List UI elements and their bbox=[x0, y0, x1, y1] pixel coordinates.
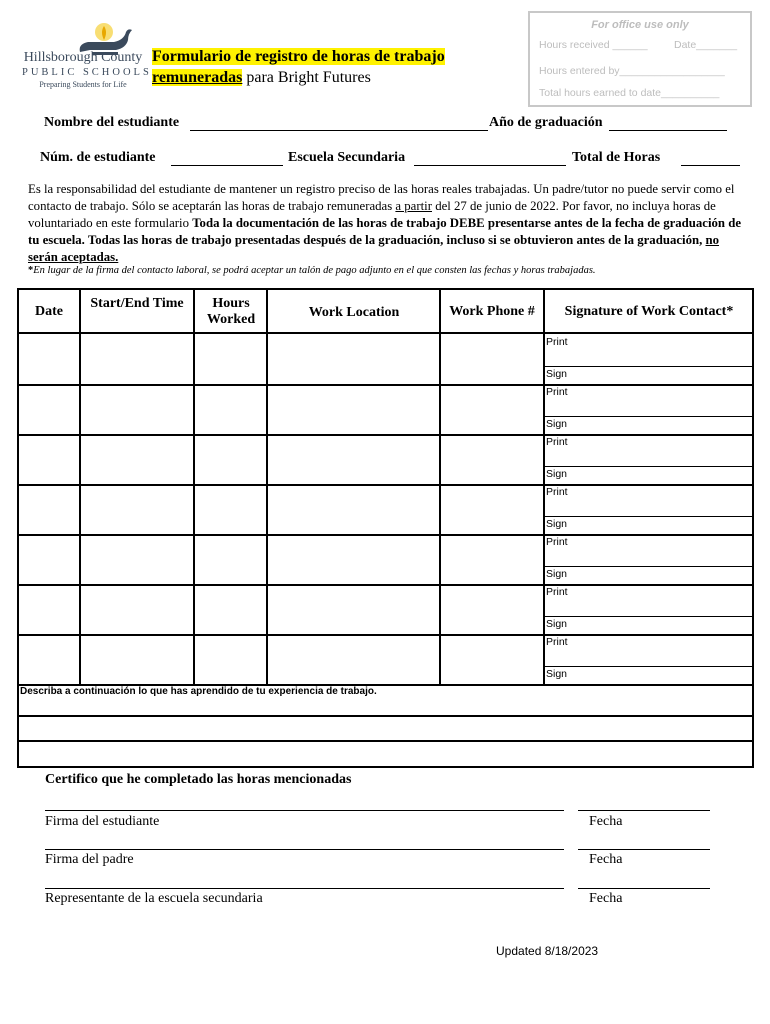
print-label: Print bbox=[546, 586, 568, 598]
header-signature: Signature of Work Contact* bbox=[564, 304, 734, 319]
hours-entered-label: Hours entered by__________________ bbox=[539, 65, 725, 77]
instructions-note bbox=[28, 265, 744, 276]
total-hours-field[interactable] bbox=[681, 165, 740, 166]
describe-label: Describa a continuación lo que has aprendido de tu experiencia de trabajo. bbox=[20, 686, 377, 697]
student-date-line[interactable] bbox=[578, 810, 710, 811]
student-name-label: Nombre del estudiante bbox=[44, 115, 180, 130]
row-divider bbox=[19, 634, 752, 636]
col-divider bbox=[79, 290, 81, 684]
print-sign-divider bbox=[545, 616, 752, 617]
total-hours-label: Total de Horas bbox=[572, 150, 661, 165]
print-sign-divider bbox=[545, 366, 752, 367]
parent-signature-line[interactable] bbox=[45, 849, 564, 850]
print-label: Print bbox=[546, 536, 568, 548]
row-divider bbox=[19, 434, 752, 436]
updated-date: Updated 8/18/2023 bbox=[496, 944, 599, 958]
sign-label: Sign bbox=[546, 618, 568, 630]
title-part2: remuneradas bbox=[152, 69, 243, 86]
sign-label: Sign bbox=[546, 668, 568, 680]
logo-subtitle: PUBLIC SCHOOLS bbox=[22, 67, 152, 78]
print-sign-divider bbox=[545, 466, 752, 467]
office-use-box bbox=[528, 11, 752, 107]
header-date: Date bbox=[35, 304, 63, 319]
note-text: En lugar de la firma del contacto laboral, se podrá aceptar un talón de pago adjunto en el que consten las fechas y horas trabajadas. bbox=[33, 265, 596, 276]
high-school-label: Escuela Secundaria bbox=[288, 150, 406, 165]
header-location: Work Location bbox=[308, 305, 400, 320]
form-title bbox=[152, 46, 522, 88]
print-label: Print bbox=[546, 636, 568, 648]
high-school-field[interactable] bbox=[414, 165, 566, 166]
row-divider bbox=[19, 584, 752, 586]
district-logo bbox=[22, 22, 152, 94]
instructions-bold: Toda la documentación de las horas de trabajo DEBE presentarse antes de la fecha de graduación de tu escuela. Todas las horas de trabajo presentadas después de la graduación, incluso si se obtuvieron antes de la graduación, bbox=[28, 216, 742, 247]
instructions-text-2: del 27 de junio de 2022. Por favor, no incluya horas de voluntariado en este formulario bbox=[28, 199, 716, 230]
work-hours-table bbox=[17, 288, 754, 768]
parent-signature-label: Firma del padre bbox=[45, 852, 134, 867]
office-date-label: Date_______ bbox=[674, 39, 738, 51]
row-divider bbox=[19, 534, 752, 536]
student-date-label: Fecha bbox=[589, 814, 623, 829]
print-label: Print bbox=[546, 386, 568, 398]
print-sign-divider bbox=[545, 566, 752, 567]
hours-received-label: Hours received ______ bbox=[539, 39, 648, 51]
instructions-a-partir: a partir bbox=[395, 199, 432, 213]
sign-label: Sign bbox=[546, 568, 568, 580]
parent-date-line[interactable] bbox=[578, 849, 710, 850]
title-part3: para Bright Futures bbox=[242, 69, 371, 86]
title-part1: Formulario de registro de horas de trabajo bbox=[152, 48, 445, 65]
print-label: Print bbox=[546, 436, 568, 448]
school-rep-label: Representante de la escuela secundaria bbox=[45, 891, 263, 906]
instructions-paragraph bbox=[28, 181, 744, 266]
note-asterisk: * bbox=[28, 265, 34, 276]
col-divider bbox=[439, 290, 441, 684]
print-label: Print bbox=[546, 336, 568, 348]
print-sign-divider bbox=[545, 666, 752, 667]
col-divider bbox=[193, 290, 195, 684]
total-hours-earned-label: Total hours earned to date__________ bbox=[539, 87, 720, 99]
sign-label: Sign bbox=[546, 418, 568, 430]
student-number-field[interactable] bbox=[171, 165, 283, 166]
instructions-bold-underline: no serán aceptadas. bbox=[28, 233, 720, 264]
graduation-year-field[interactable] bbox=[609, 130, 727, 131]
office-heading: For office use only bbox=[591, 19, 689, 31]
header-divider bbox=[19, 332, 752, 334]
header-hours: Hours Worked bbox=[206, 296, 256, 327]
sign-label: Sign bbox=[546, 518, 568, 530]
row-divider bbox=[19, 384, 752, 386]
col-divider bbox=[266, 290, 268, 684]
row-divider bbox=[19, 484, 752, 486]
print-sign-divider bbox=[545, 516, 752, 517]
instructions-text-1: Es la responsabilidad del estudiante de mantener un registro preciso de las horas reales trabajadas. Un padre/tutor no puede servir como el contacto de trabajo. Sólo se aceptarán las horas de trabajo remuneradas bbox=[28, 182, 735, 213]
student-number-label: Núm. de estudiante bbox=[40, 150, 156, 165]
parent-date-label: Fecha bbox=[589, 852, 623, 867]
logo-name: Hillsborough County bbox=[23, 50, 143, 65]
describe-line[interactable] bbox=[19, 715, 752, 717]
header-start-end: Start/End Time bbox=[90, 296, 184, 311]
student-signature-line[interactable] bbox=[45, 810, 564, 811]
header-phone: Work Phone # bbox=[449, 304, 535, 319]
student-signature-label: Firma del estudiante bbox=[45, 814, 160, 829]
certification-statement: Certifico que he completado las horas mencionadas bbox=[45, 772, 352, 787]
graduation-year-label: Año de graduación bbox=[489, 115, 603, 130]
sign-label: Sign bbox=[546, 468, 568, 480]
school-rep-date-label: Fecha bbox=[589, 891, 623, 906]
col-divider bbox=[543, 290, 545, 684]
school-rep-date-line[interactable] bbox=[578, 888, 710, 889]
logo-tagline: Preparing Students for Life bbox=[39, 80, 127, 89]
student-name-field[interactable] bbox=[190, 130, 488, 131]
sign-label: Sign bbox=[546, 368, 568, 380]
print-label: Print bbox=[546, 486, 568, 498]
print-sign-divider bbox=[545, 416, 752, 417]
school-rep-signature-line[interactable] bbox=[45, 888, 564, 889]
describe-line[interactable] bbox=[19, 740, 752, 742]
